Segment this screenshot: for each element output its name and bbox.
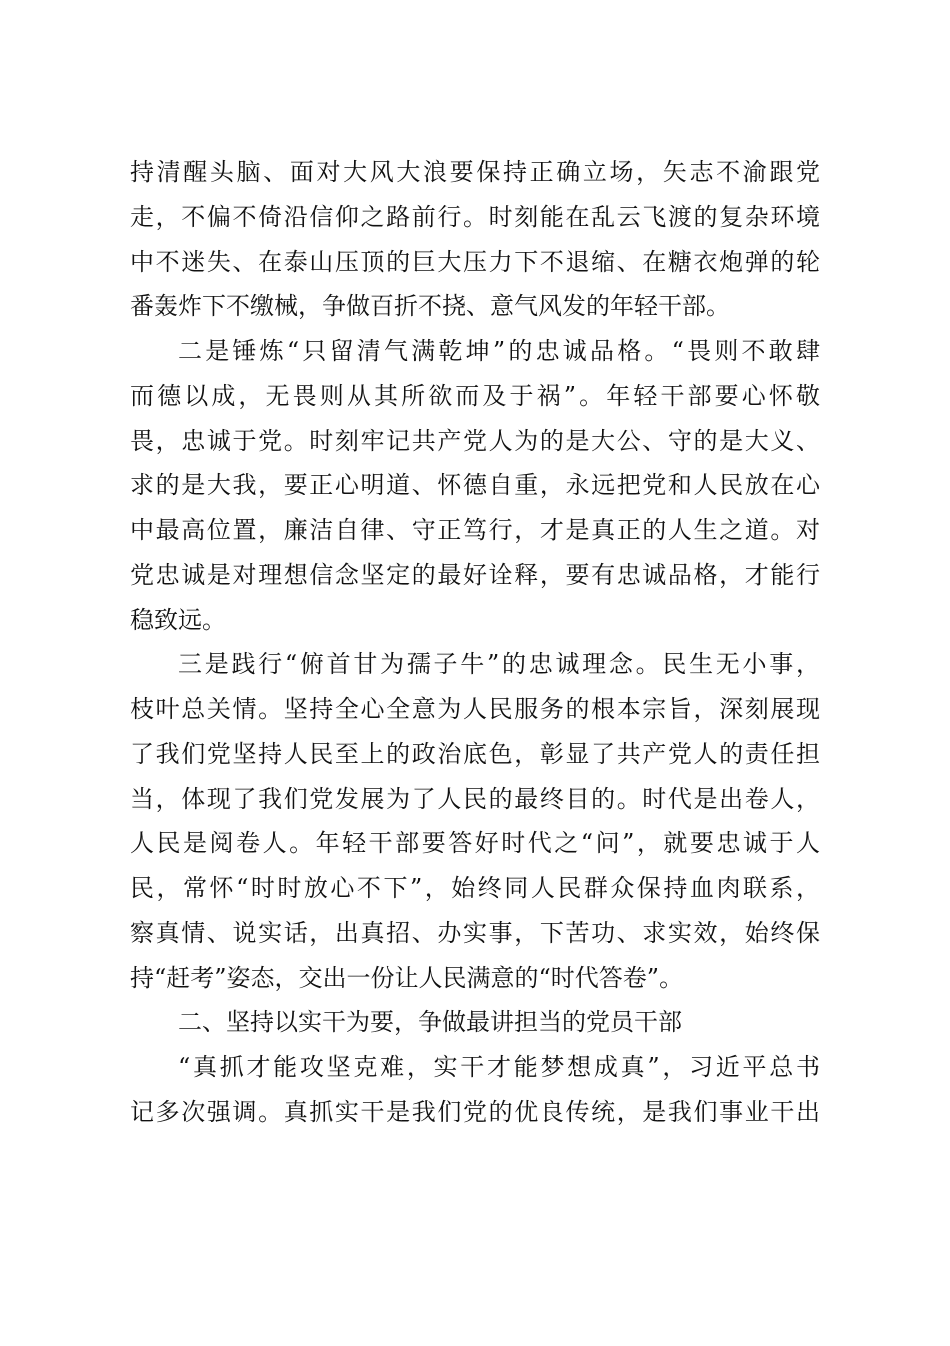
text-line: 民，常怀“时时放心不下”，始终同人民群众保持血肉联系， bbox=[130, 874, 820, 902]
text-line: 持“赶考”姿态，交出一份让人民满意的“时代答卷”。 bbox=[130, 963, 684, 992]
text-line: 察真情、说实话，出真招、办实事，下苦功、求实效，始终保 bbox=[130, 918, 820, 947]
text-line: 枝叶总关情。坚持全心全意为人民服务的根本宗旨，深刻展现 bbox=[130, 695, 820, 723]
paragraph-first-line: “真抓才能攻坚克难，实干才能梦想成真”，习近平总书 bbox=[178, 1053, 820, 1081]
text-line: 畏，忠诚于党。时刻牢记共产党人为的是大公、守的是大义、 bbox=[130, 426, 820, 455]
section-heading: 二、坚持以实干为要，争做最讲担当的党员干部 bbox=[178, 1008, 682, 1037]
text-line: 中不迷失、在泰山压顶的巨大压力下不退缩、在糖衣炮弹的轮 bbox=[130, 247, 820, 276]
paragraph-first-line: 二是锤炼“只留清气满乾坤”的忠诚品格。“畏则不敢肆 bbox=[178, 337, 820, 365]
document-body bbox=[130, 150, 820, 1135]
text-line: 而德以成，无畏则从其所欲而及于祸”。年轻干部要心怀敬 bbox=[130, 381, 820, 410]
text-line: 当，体现了我们党发展为了人民的最终目的。时代是出卷人， bbox=[130, 784, 820, 813]
text-line: 走，不偏不倚沿信仰之路前行。时刻能在乱云飞渡的复杂环境 bbox=[130, 202, 820, 231]
text-line: 中最高位置，廉洁自律、守正笃行，才是真正的人生之道。对 bbox=[130, 516, 820, 544]
text-line: 党忠诚是对理想信念坚定的最好诠释，要有忠诚品格，才能行 bbox=[130, 560, 820, 589]
paragraph-first-line: 三是践行“俯首甘为孺子牛”的忠诚理念。民生无小事， bbox=[178, 650, 820, 679]
text-line: 记多次强调。真抓实干是我们党的优良传统，是我们事业干出 bbox=[130, 1097, 820, 1126]
text-line: 番轰炸下不缴械，争做百折不挠、意气风发的年轻干部。 bbox=[130, 292, 730, 321]
text-line: 人民是阅卷人。年轻干部要答好时代之“问”，就要忠诚于人 bbox=[130, 829, 820, 858]
text-line: 了我们党坚持人民至上的政治底色，彰显了共产党人的责任担 bbox=[130, 739, 820, 768]
text-line: 稳致远。 bbox=[130, 605, 226, 634]
text-line: 求的是大我，要正心明道、怀德自重，永远把党和人民放在心 bbox=[130, 471, 820, 500]
text-line: 持清醒头脑、面对大风大浪要保持正确立场，矢志不渝跟党 bbox=[130, 158, 820, 186]
